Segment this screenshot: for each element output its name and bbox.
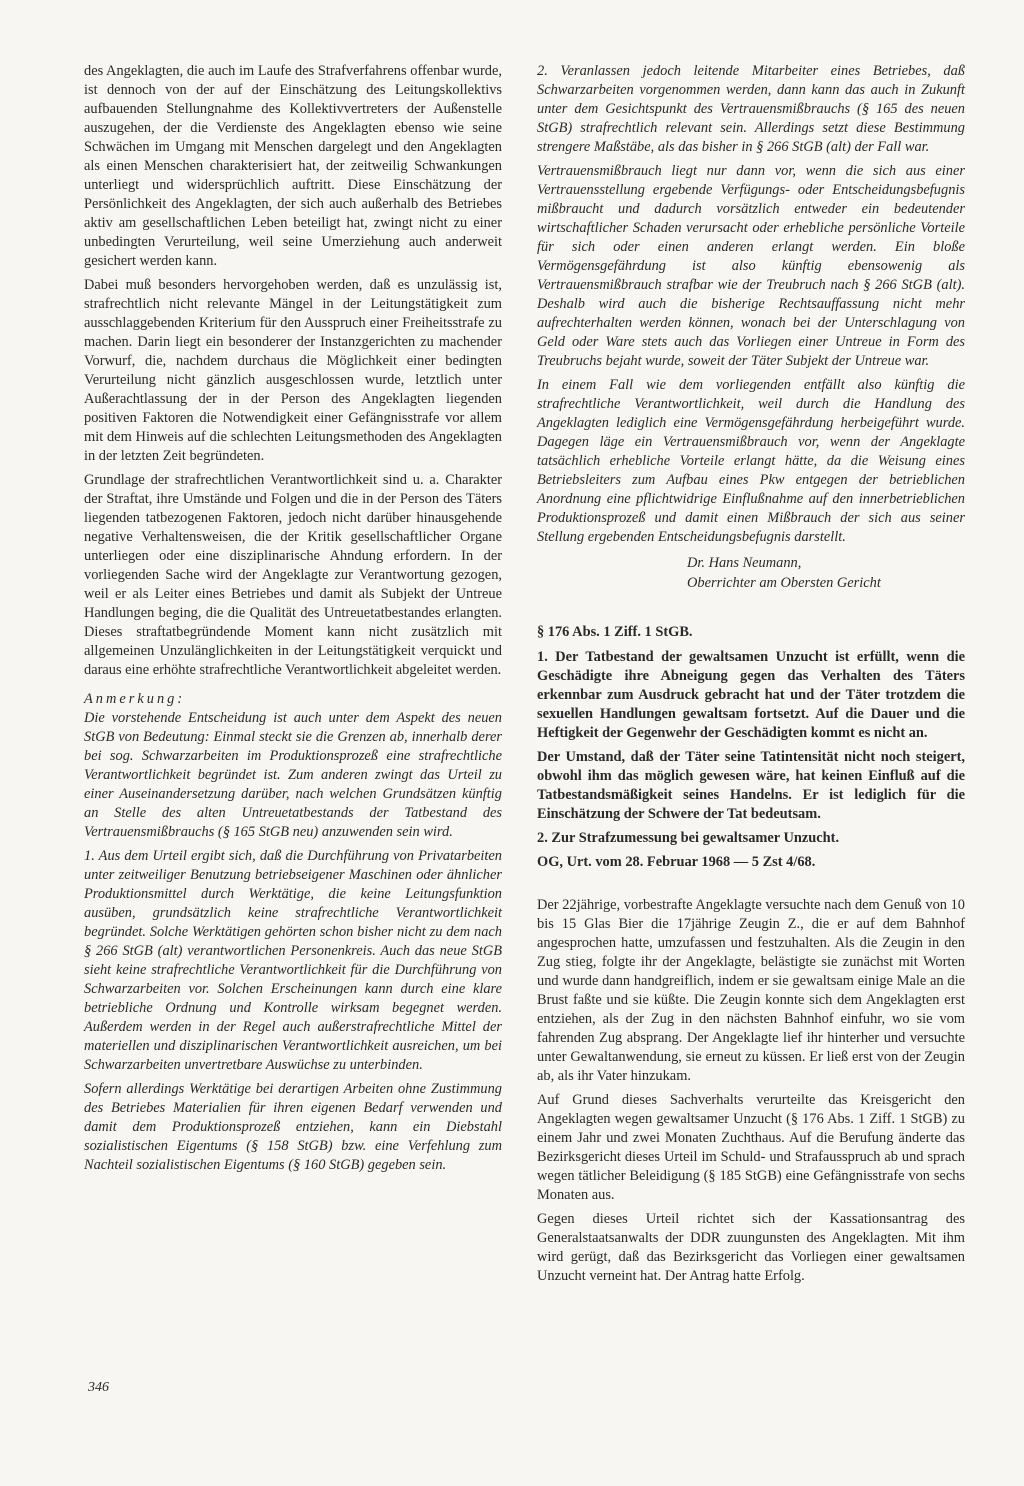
headnote-paragraph: 2. Zur Strafzumessung bei gewaltsamer Unzucht.: [537, 830, 840, 846]
body-paragraph: Dabei muß besonders hervorgehoben werden, daß es unzulässig ist, strafrechtlich nicht relevante Mängel in der Leitungstätigkeit zum ausschlaggebenden Kriterium für den Ausspruch einer Freiheitsstrafe zu machen. Darin liegt ein besonderer der Instanzgerichten zu machender Vorwurf, die, nachdem durchaus die Möglichkeit einer bedingten Verurteilung nicht gänzlich ausgeschlossen wurde, letztlich unter Außerachtlassung der in der Person des Angeklagten liegenden positiven Faktoren die Notwendigkeit einer Gefängnisstrafe vor allem mit dem Hinweis auf die schlechten Leitungsmethoden des Angeklagten in der letzten Zeit begründeten.: [84, 277, 502, 464]
note-paragraph: Die vorstehende Entscheidung ist auch unter dem Aspekt des neuen StGB von Bedeutung: Einmal steckt sie die Grenzen ab, innerhalb derer bei sog. Schwarzarbeiten im Produktionsprozeß eine strafrechtliche Verantwortlichkeit begründet ist. Zum anderen zwingt das Urteil zu einer Auseinandersetzung darüber, nach welchen Grundsätzen künftig an Stelle des alten Untreuetatbestands der Tatbestand des Vertrauensmißbrauchs (§ 165 StGB neu) anzuwenden sein wird.: [84, 710, 502, 840]
headnote-paragraph: Der Umstand, daß der Täter seine Tatintensität nicht noch steigert, obwohl ihm das möglich gewesen wäre, hat keinen Einfluß auf die Tatbestandsmäßigkeit seines Handelns. Er ist lediglich für die Einschätzung der Schwere der Tat bedeutsam.: [537, 749, 965, 822]
right-column: [537, 62, 965, 1291]
body-paragraph: Grundlage der strafrechtlichen Verantwortlichkeit sind u. a. Charakter der Straftat, ihre Umstände und Folgen und die in der Person des Täters liegenden tatbezogenen Faktoren, jedoch nicht darüber hinausgehende negative Verhaltensweisen, die der Kritik gesellschaftlicher Organe unterliegen oder eine disziplinarische Ahndung erfordern. In der vorliegenden Sache wird der Angeklagte zur Verantwortung gezogen, weil er als Leiter eines Betriebes und damit als Subjekt der Untreue Handlungen beging, die die Qualität des Untreuetatbestandes erlangten. Dieses straftatbegründende Moment kann nicht zusätzlich mit allgemeinen Unzulänglichkeiten in der Leitungstätigkeit verquickt und daraus eine erhöhte strafrechtliche Verantwortlichkeit abgeleitet werden.: [84, 472, 502, 678]
note-paragraph: 2. Veranlassen jedoch leitende Mitarbeiter eines Betriebes, daß Schwarzarbeiten vorgenommen werden, dann kann das auch in Zukunft unter dem Gesichtspunkt des Vertrauensmißbrauchs (§ 165 des neuen StGB) strafrechtlich relevant sein. Allerdings setzt diese Bestimmung strengere Maßstäbe, als das bisher in § 266 StGB (alt) der Fall war.: [537, 63, 965, 155]
body-paragraph: Gegen dieses Urteil richtet sich der Kassationsantrag des Generalstaatsanwalts der DDR zuungunsten des Angeklagten. Mit ihm wird gerügt, daß das Bezirksgericht das Vorliegen einer gewaltsamen Unzucht verneint hat. Der Antrag hatte Erfolg.: [537, 1211, 965, 1284]
note-paragraph: Sofern allerdings Werktätige bei derartigen Arbeiten ohne Zustimmung des Betriebes Materialien für ihren eigenen Bedarf verwenden und damit dem Produktionsprozeß entziehen, kann ein Diebstahl sozialistischen Eigentums (§ 158 StGB) bzw. eine Verfehlung zum Nachteil sozialistischen Eigentums (§ 160 StGB) gegeben sein.: [84, 1081, 502, 1173]
note-paragraph: Vertrauensmißbrauch liegt nur dann vor, wenn die sich aus einer Vertrauensstellung ergebende Verfügungs- oder Entscheidungsbefugnis mißbraucht und dadurch vorsätzlich entweder ein bedeutender wirtschaftlicher Schaden verursacht oder erhebliche persönliche Vorteile für sich oder einen anderen erlangt werden. Ein bloße Vermögensgefährdung ist also künftig ebensowenig als Vertrauensmißbrauch strafbar wie der Treubruch nach § 266 StGB (alt). Deshalb wird auch die bisherige Rechtsauffassung nicht mehr aufrechterhalten werden können, wonach bei der Unterschlagung von Geld oder Ware stets auch das Vorliegen einer Untreue in Form des Treubruchs bejaht wurde, soweit der Täter Subjekt der Untreue war.: [537, 163, 965, 369]
section-heading: § 176 Abs. 1 Ziff. 1 StGB.: [537, 624, 693, 640]
note-paragraph: In einem Fall wie dem vorliegenden entfällt also künftig die strafrechtliche Verantwortlichkeit, weil durch die Handlung des Angeklagten lediglich eine Vermögensgefährdung herbeigeführt wurde. Dagegen läge ein Vertrauensmißbrauch vor, wenn der Angeklagte tatsächlich erhebliche Vorteile erlangt hätte, da die Weisung eines Betriebsleiters zum Aufbau eines Pkw entgegen der betrieblichen Anordnung eine pflichtwidrige Einflußnahme auf den innerbetrieblichen Produktionsprozeß und damit einen Mißbrauch der sich aus seiner Stellung ergebenden Entscheidungsbefugnis darstellt.: [537, 377, 965, 545]
body-paragraph: des Angeklagten, die auch im Laufe des Strafverfahrens offenbar wurde, ist dennoch von der auf der Einschätzung des Leitungskollektivs aufbauenden Stellungnahme des Kollektivvertreters der Außenstelle auszugehen, der die Verdienste des Angeklagten ebenso wie seine Schwächen im Umgang mit Menschen dargelegt und den Angeklagten als einen Menschen charakterisiert hat, der zeitweilig Schwankungen unterliegt und widersprüchlich auftritt. Diese Einschätzung der Persönlichkeit des Angeklagten, der sich auch außerhalb des Betriebes aktiv am gesellschaftlichen Leben beteiligt hat, zwingt nicht zu einer unbedingten Verurteilung, weil seine Umerziehung auch anderweit gesichert werden kann.: [84, 63, 502, 269]
author-name: Dr. Hans Neumann,: [687, 555, 802, 571]
left-column: [84, 62, 502, 1180]
note-paragraph: 1. Aus dem Urteil ergibt sich, daß die Durchführung von Privatarbeiten unter zeitweiliger Benutzung betriebseigener Maschinen oder ähnlicher Produktionsmittel durch Werktätige, die keine Leitungsfunktion ausüben, grundsätzlich keine strafrechtliche Verantwortlichkeit begründet. Solche Werktätigen gehörten schon bisher nicht zu dem nach § 266 StGB (alt) verantwortlichen Personenkreis. Auch das neue StGB sieht keine strafrechtliche Verantwortlichkeit für die Durchführung von Schwarzarbeiten vor. Solchen Erscheinungen kann durch eine klare betriebliche Ordnung und Kontrolle wirksam begegnet werden. Außerdem werden in der Regel auch außerstrafrechtliche Mittel der materiellen und disziplinarischen Verantwortlichkeit ausreichen, um bei Schwarzarbeiten unvertretbare Auswüchse zu unterbinden.: [84, 848, 502, 1073]
body-paragraph: Auf Grund dieses Sachverhalts verurteilte das Kreisgericht den Angeklagten wegen gewaltsamer Unzucht (§ 176 Abs. 1 Ziff. 1 StGB) zu einem Jahr und zwei Monaten Zuchthaus. Auf die Berufung änderte das Bezirksgericht dieses Urteil im Schuld- und Strafausspruch ab und sprach wegen tätlicher Beleidigung (§ 185 StGB) eine Gefängnisstrafe von sechs Monaten aus.: [537, 1092, 965, 1203]
case-citation: OG, Urt. vom 28. Februar 1968 — 5 Zst 4/68.: [537, 854, 816, 870]
body-paragraph: Der 22jährige, vorbestrafte Angeklagte versuchte nach dem Genuß von 10 bis 15 Glas Bier die 17jährige Zeugin Z., die er auf dem Bahnhof angesprochen hatte, umzufassen und festzuhalten. Als die Zeugin in den Zug stieg, folgte ihr der Angeklagte, belästigte sie zunächst mit Worten und wurde dann handgreiflich, indem er sie gewaltsam einige Male an die Brust faßte und sie küßte. Die Zeugin konnte sich dem Angeklagten erst entziehen, als der Zug in den nächsten Bahnhof einfuhr, wo sie vom fahrenden Zug absprang. Der Angeklagte lief ihr hinterher und versuchte unter Gewaltanwendung, sie erneut zu küssen. Er ließ erst von der Zeugin ab, als ihr Vater hinzukam.: [537, 897, 965, 1084]
note-heading: Anmerkung:: [84, 691, 186, 707]
page-number: 346: [88, 1380, 109, 1395]
author-signature: [687, 553, 965, 593]
author-title: Oberrichter am Obersten Gericht: [687, 575, 881, 591]
headnote-paragraph: 1. Der Tatbestand der gewaltsamen Unzucht ist erfüllt, wenn die Geschädigte ihre Abneigung gegen das Verhalten des Täters erkennbar zum Ausdruck gebracht hat und der Täter trotzdem die sexuellen Handlungen gewaltsam fortsetzt. Auf die Dauer und die Heftigkeit der Gegenwehr der Geschädigten kommt es nicht an.: [537, 649, 965, 741]
